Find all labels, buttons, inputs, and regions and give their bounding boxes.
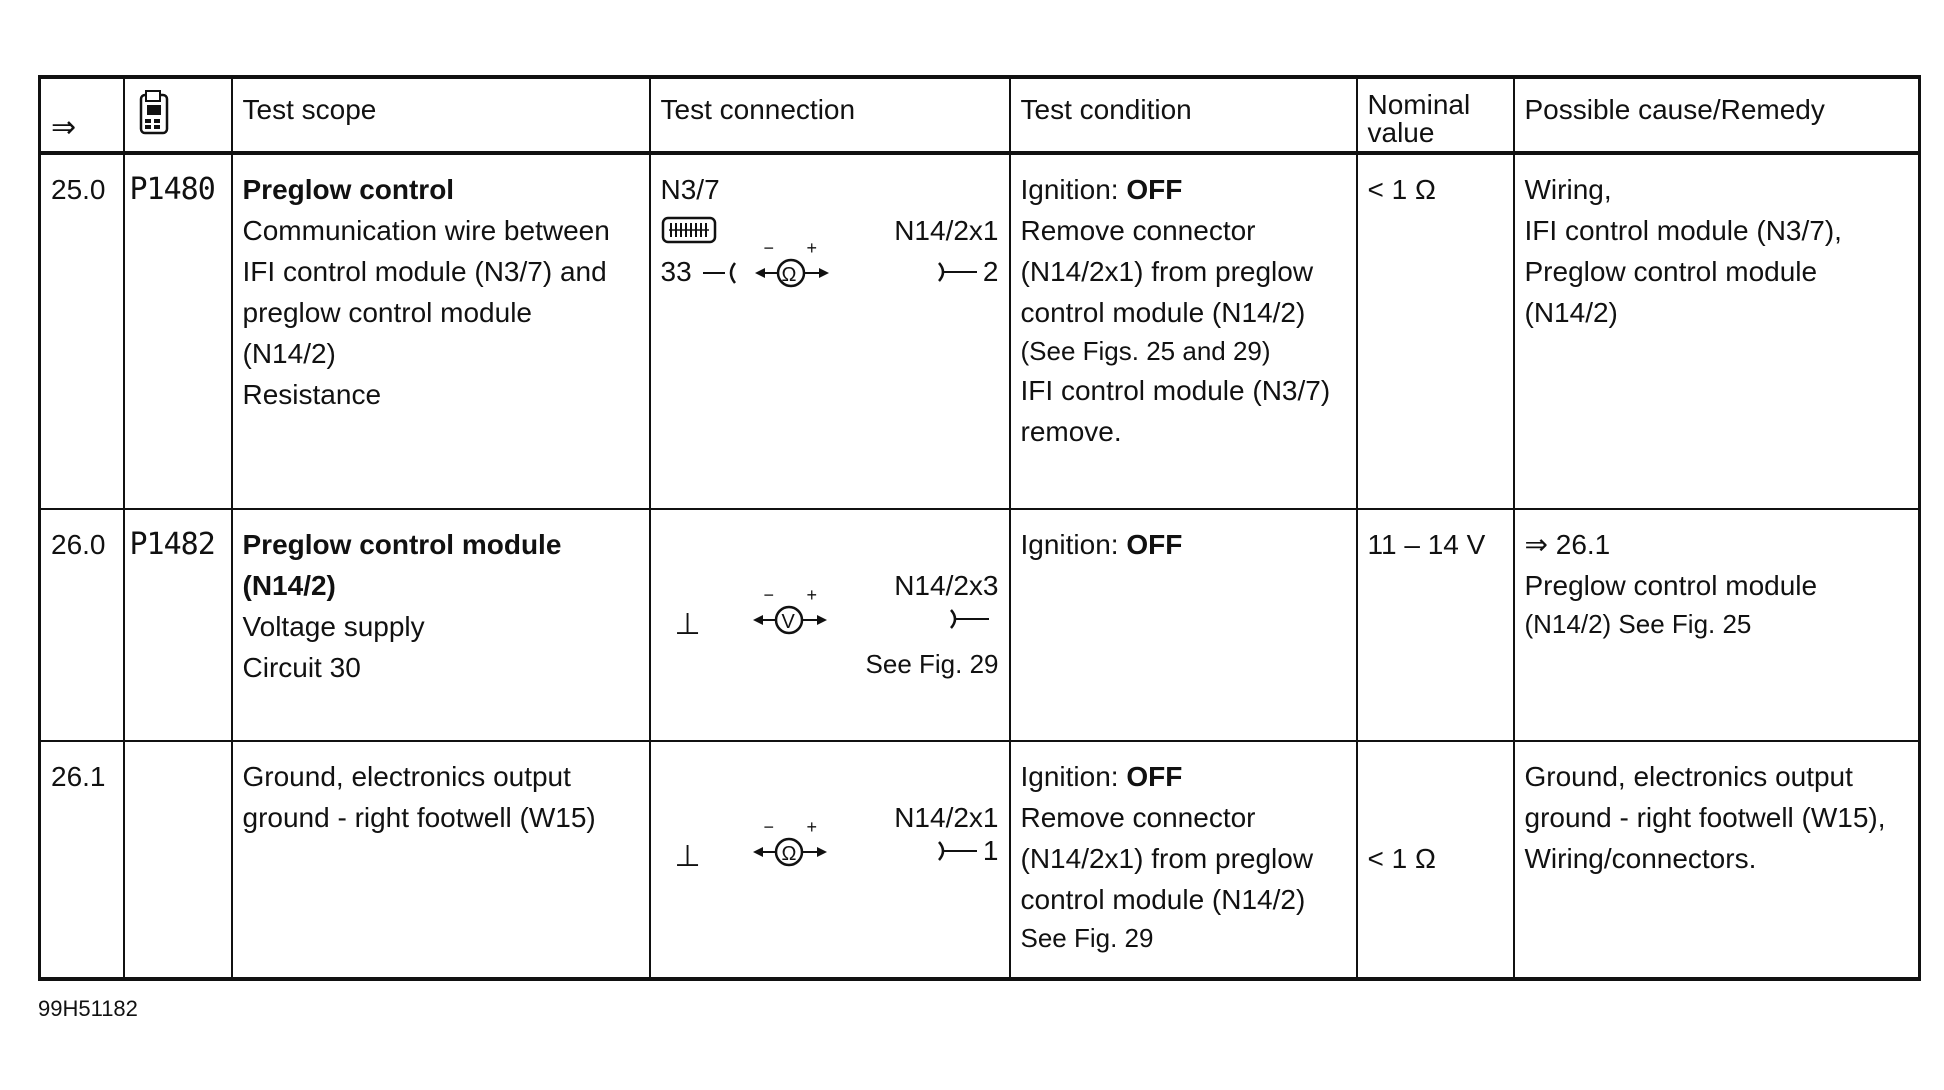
scope-line: preglow control module bbox=[242, 297, 532, 328]
ground-symbol: ⊥ bbox=[674, 840, 701, 873]
condition-note: (See Figs. 25 and 29) bbox=[1020, 336, 1271, 366]
condition-line: remove. bbox=[1020, 416, 1122, 447]
remedy-line: Wiring/connectors. bbox=[1524, 843, 1757, 874]
scope-line: IFI control module (N3/7) and bbox=[242, 256, 607, 287]
remedy-line: Preglow control module bbox=[1524, 570, 1818, 601]
scope-line: Voltage supply bbox=[242, 611, 425, 642]
scope-line: Ground, electronics output bbox=[242, 761, 571, 792]
nominal-value-cell: 11 – 14 V bbox=[1357, 509, 1514, 741]
meter-minus: − bbox=[763, 585, 775, 605]
header-test-condition: Test condition bbox=[1010, 77, 1357, 153]
step-number: 26.1 bbox=[40, 741, 124, 979]
figure-reference: See Fig. 29 bbox=[865, 649, 999, 679]
pin-right: 2 bbox=[982, 256, 999, 287]
connector-label-right: N14/2x1 bbox=[894, 802, 999, 833]
header-nominal-line1: Nominal bbox=[1367, 89, 1471, 120]
test-connection-cell bbox=[650, 153, 1010, 509]
connector-label-right: N14/2x3 bbox=[894, 570, 999, 601]
ignition-label: Ignition: bbox=[1020, 529, 1127, 560]
connector-socket-icon bbox=[933, 255, 983, 289]
meter-plus: + bbox=[806, 238, 818, 258]
connector-label-right: N14/2x1 bbox=[894, 215, 999, 246]
remedy-line: ground - right footwell (W15), bbox=[1524, 802, 1886, 833]
condition-ignition bbox=[1021, 756, 1346, 797]
test-scope-cell bbox=[232, 741, 650, 979]
remedy-go-to-step: ⇒ 26.1 bbox=[1524, 529, 1611, 560]
test-scope-cell bbox=[232, 153, 650, 509]
test-connection-cell bbox=[650, 509, 1010, 741]
tester-icon bbox=[137, 89, 173, 139]
remedy-line: Ground, electronics output bbox=[1524, 761, 1853, 792]
header-tester bbox=[124, 77, 232, 153]
condition-line: control module (N14/2) bbox=[1020, 297, 1306, 328]
header-test-connection: Test connection bbox=[650, 77, 1010, 153]
remedy-line: (N14/2) bbox=[1524, 297, 1618, 328]
scope-line: Resistance bbox=[242, 379, 382, 410]
condition-line: Remove connector bbox=[1020, 802, 1256, 833]
scope-line: (N14/2) bbox=[242, 338, 336, 369]
connector-socket-icon bbox=[945, 602, 995, 636]
diagnostic-test-table bbox=[38, 75, 1921, 981]
condition-note: See Fig. 29 bbox=[1020, 923, 1154, 953]
remedy-line: Preglow control module bbox=[1524, 256, 1818, 287]
condition-line: (N14/2x1) from preglow bbox=[1020, 256, 1314, 287]
header-nominal-value bbox=[1357, 77, 1514, 153]
meter-symbol: Ω bbox=[781, 843, 797, 865]
meter-plus: + bbox=[806, 817, 818, 837]
nominal-value-cell: < 1 Ω bbox=[1357, 153, 1514, 509]
connector-label-left: N3/7 bbox=[660, 174, 720, 205]
condition-line: Remove connector bbox=[1020, 215, 1256, 246]
connection-diagram bbox=[661, 169, 999, 469]
scope-line: ground - right footwell (W15) bbox=[242, 802, 596, 833]
condition-ignition bbox=[1021, 169, 1346, 210]
remedy-line: (N14/2) See Fig. 25 bbox=[1524, 609, 1752, 639]
meter-minus: − bbox=[763, 817, 775, 837]
voltmeter-symbol bbox=[749, 600, 869, 640]
test-condition-cell bbox=[1010, 741, 1357, 979]
remedy-cell bbox=[1514, 509, 1920, 741]
connection-diagram bbox=[661, 756, 999, 956]
header-nominal-line2: value bbox=[1367, 117, 1435, 148]
test-scope-cell bbox=[232, 509, 650, 741]
scope-title: Preglow control module bbox=[242, 529, 562, 560]
scope-title: Preglow control bbox=[242, 174, 455, 205]
fault-code: P1482 bbox=[124, 509, 232, 741]
step-number: 26.0 bbox=[40, 509, 124, 741]
condition-line: control module (N14/2) bbox=[1020, 884, 1306, 915]
condition-line: IFI control module (N3/7) bbox=[1020, 375, 1331, 406]
fault-code bbox=[124, 741, 232, 979]
scope-line: Circuit 30 bbox=[242, 652, 361, 683]
meter-minus: − bbox=[763, 238, 775, 258]
table-row bbox=[40, 741, 1920, 979]
ignition-value: OFF bbox=[1126, 761, 1183, 792]
remedy-cell bbox=[1514, 741, 1920, 979]
meter-symbol: V bbox=[781, 611, 795, 633]
ignition-value: OFF bbox=[1126, 529, 1183, 560]
table-row bbox=[40, 509, 1920, 741]
header-step bbox=[40, 77, 124, 153]
scope-title: (N14/2) bbox=[242, 570, 336, 601]
meter-plus: + bbox=[806, 585, 818, 605]
arrow-icon: ⇒ bbox=[51, 111, 77, 144]
header-row bbox=[40, 77, 1920, 153]
ohmmeter-symbol bbox=[699, 253, 899, 293]
ground-symbol: ⊥ bbox=[674, 608, 701, 641]
pin-right: 1 bbox=[982, 835, 999, 866]
scope-line: Communication wire between bbox=[242, 215, 610, 246]
condition-ignition bbox=[1021, 524, 1346, 565]
connector-socket-icon bbox=[933, 834, 983, 868]
remedy-line: IFI control module (N3/7), bbox=[1524, 215, 1842, 246]
header-test-scope: Test scope bbox=[232, 77, 650, 153]
step-number: 25.0 bbox=[40, 153, 124, 509]
nominal-value: < 1 Ω bbox=[1367, 843, 1436, 874]
control-module-connector-icon bbox=[661, 214, 719, 248]
ignition-value: OFF bbox=[1126, 174, 1183, 205]
test-condition-cell bbox=[1010, 509, 1357, 741]
connection-diagram bbox=[661, 524, 999, 724]
pin-left: 33 bbox=[660, 256, 692, 287]
nominal-value-cell bbox=[1357, 741, 1514, 979]
table-row bbox=[40, 153, 1920, 509]
remedy-cell bbox=[1514, 153, 1920, 509]
ignition-label: Ignition: bbox=[1020, 761, 1127, 792]
fault-code: P1480 bbox=[124, 153, 232, 509]
test-connection-cell bbox=[650, 741, 1010, 979]
test-table-sheet bbox=[38, 75, 1918, 981]
header-possible-cause: Possible cause/Remedy bbox=[1514, 77, 1920, 153]
remedy-line: Wiring, bbox=[1524, 174, 1612, 205]
document-reference: 99H51182 bbox=[38, 996, 138, 1021]
test-condition-cell bbox=[1010, 153, 1357, 509]
meter-symbol: Ω bbox=[781, 264, 797, 286]
condition-line: (N14/2x1) from preglow bbox=[1020, 843, 1314, 874]
ohmmeter-symbol bbox=[749, 832, 869, 872]
ignition-label: Ignition: bbox=[1020, 174, 1127, 205]
